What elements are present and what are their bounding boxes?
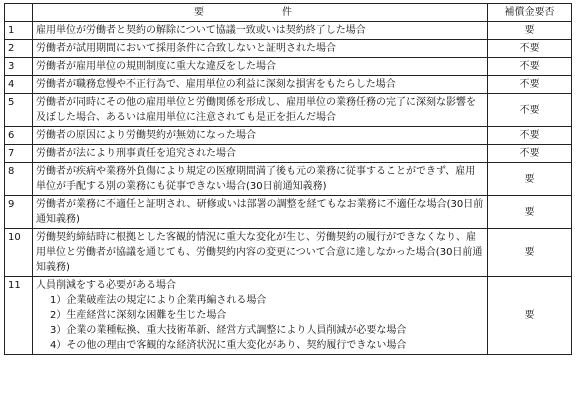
row-condition: 労働者が職務怠慢や不正行為で、雇用単位の利益に深刻な損害をもたらした場合 <box>33 76 488 94</box>
table-row <box>5 229 572 277</box>
row-number: 3 <box>5 58 33 76</box>
sub-condition: 2）生産経営に深刻な困難を生じた場合 <box>50 310 227 321</box>
row-condition-group <box>33 277 488 355</box>
row-condition: 労働者の原因により労働契約が無効になった場合 <box>33 127 488 145</box>
row-condition: 労働者が試用期間において採用条件に合致しないと証明された場合 <box>33 40 488 58</box>
table-row <box>5 76 572 94</box>
header-compensation: 補償金要否 <box>488 4 572 22</box>
row-condition: 労働者が疾病や業務外負傷により規定の医療期間満了後も元の業務に従事することができず、雇用単位が手配する別の業務にも従事できない場合(30日前通知義務) <box>33 163 488 196</box>
row-compensation: 不要 <box>488 145 572 163</box>
row-number: 6 <box>5 127 33 145</box>
row-number: 4 <box>5 76 33 94</box>
row-condition: 労働者が法により刑事責任を追究された場合 <box>33 145 488 163</box>
row-compensation: 要 <box>488 22 572 40</box>
row-condition: 労働契約締結時に根拠とした客観的情況に重大な変化が生じ、労働契約の履行ができなくなり、雇用単位と労働者が協議を通じても、労働契約内容の変更について合意に達しなかった場合(30日前通知義務) <box>33 229 488 277</box>
row-condition: 雇用単位が労働者と契約の解除について協議一致或いは契約終了した場合 <box>33 22 488 40</box>
row-compensation: 不要 <box>488 94 572 127</box>
table-row <box>5 196 572 229</box>
row-number: 11 <box>5 277 33 355</box>
sub-condition: 3）企業の業種転換、重大技術革新、経営方式調整により人員削減が必要な場合 <box>50 325 407 336</box>
sub-condition: 4）その他の理由で客観的な経済状況に重大変化があり、契約履行できない場合 <box>50 340 407 351</box>
table-row <box>5 58 572 76</box>
table-row <box>5 40 572 58</box>
table-row <box>5 94 572 127</box>
row-number: 1 <box>5 22 33 40</box>
table-row <box>5 145 572 163</box>
row-compensation: 不要 <box>488 76 572 94</box>
row-condition: 労働者が業務に不適任と証明され、研修或いは部署の調整を経てもなお業務に不適任な場合(30日前通知義務) <box>33 196 488 229</box>
row-compensation: 要 <box>488 277 572 355</box>
sub-condition: 1）企業破産法の規定により企業再編される場合 <box>50 295 267 306</box>
row-condition: 人員削減をする必要がある場合 <box>36 280 176 291</box>
row-condition: 労働者が同時にその他の雇用単位と労働関係を形成し、雇用単位の業務任務の完了に深刻な影響を及ぼした場合、あるいは雇用単位に注意されても是正を拒んだ場合 <box>33 94 488 127</box>
table-row <box>5 163 572 196</box>
table-row <box>5 127 572 145</box>
table-row <box>5 277 572 355</box>
row-compensation: 不要 <box>488 40 572 58</box>
header-condition: 要 件 <box>33 4 488 22</box>
termination-conditions-table <box>4 3 572 355</box>
row-compensation: 不要 <box>488 58 572 76</box>
row-number: 10 <box>5 229 33 277</box>
row-compensation: 不要 <box>488 127 572 145</box>
table-row <box>5 22 572 40</box>
row-compensation: 要 <box>488 229 572 277</box>
row-number: 8 <box>5 163 33 196</box>
row-number: 9 <box>5 196 33 229</box>
row-number: 5 <box>5 94 33 127</box>
row-number: 7 <box>5 145 33 163</box>
table-header-row <box>5 4 572 22</box>
row-compensation: 要 <box>488 163 572 196</box>
header-number <box>5 4 33 22</box>
row-number: 2 <box>5 40 33 58</box>
row-condition: 労働者が雇用単位の規則制度に重大な違反をした場合 <box>33 58 488 76</box>
row-compensation: 要 <box>488 196 572 229</box>
